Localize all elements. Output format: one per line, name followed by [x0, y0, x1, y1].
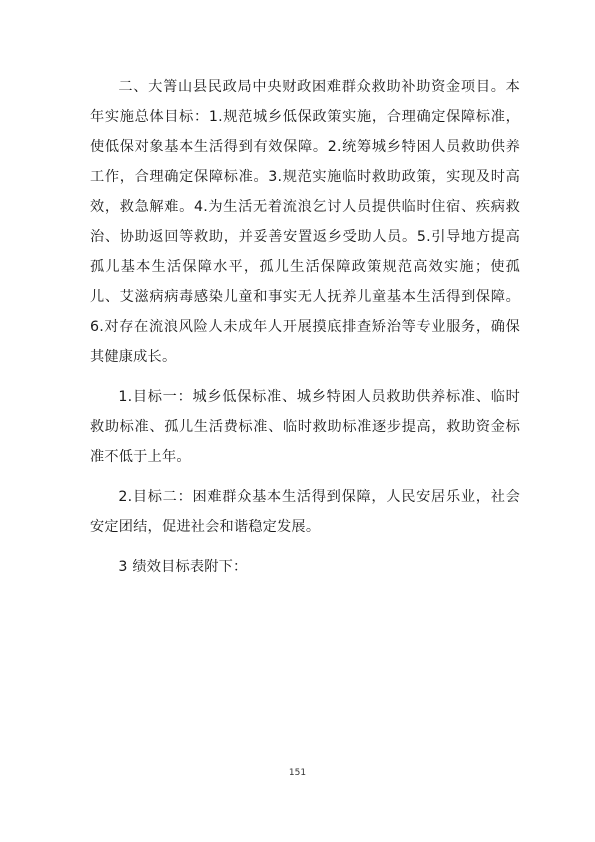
paragraph-performance-table-note: 3 绩效目标表附下：	[118, 559, 248, 575]
paragraph-project-overview: 二、大箐山县民政局中央财政困难群众救助补助资金项目。本年实施总体目标：1.规范城乡低保政策实施，合理确定保障标准，使低保对象基本生活得到有效保障。2.统筹城乡特困人员救助供养工作，合理确定保障标准。3.规范实施临时救助政策，实现及时高效，救急解难。4.为生活无着流浪乞讨人员提供临时住宿、疾病救治、协助返回等救助，并妥善安置返乡受助人员。5.引导地方提高孤儿基本生活保障水平，孤儿生活保障政策规范高效实施；使孤儿、艾滋病病毒感染儿童和事实无人抚养儿童基本生活得到保障。6.对存在流浪风险人未成年人开展摸底排查矫治等专业服务，确保其健康成长。	[90, 79, 520, 365]
paragraph-goal-two: 2.目标二：困难群众基本生活得到保障，人民安居乐业，社会安定团结，促进社会和谐稳定发展。	[90, 489, 520, 535]
document-body	[90, 72, 520, 592]
page-number: 151	[288, 768, 307, 778]
paragraph-goal-one: 1.目标一：城乡低保标准、城乡特困人员救助供养标准、临时救助标准、孤儿生活费标准、临时救助标准逐步提高，救助资金标准不低于上年。	[90, 389, 520, 465]
